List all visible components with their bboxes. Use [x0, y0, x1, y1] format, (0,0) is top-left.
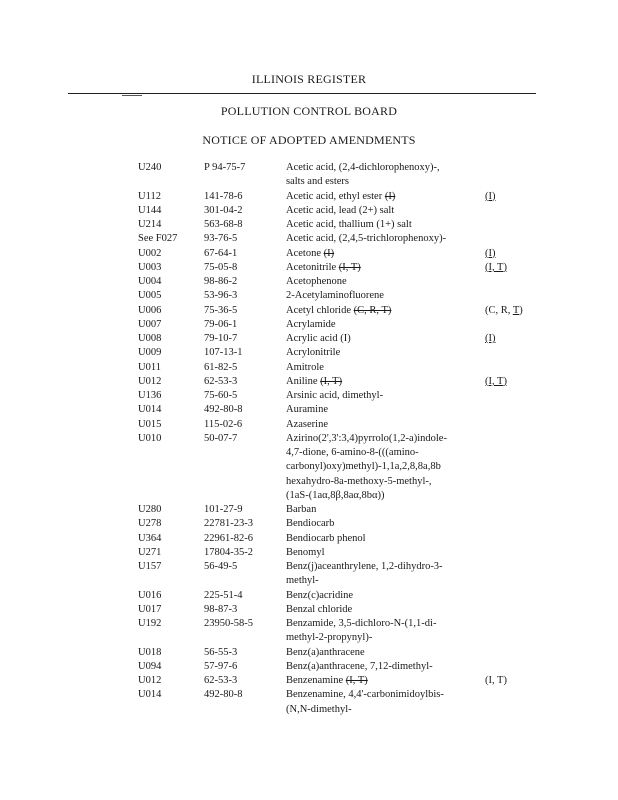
waste-code: U112	[138, 190, 161, 202]
table-row	[0, 660, 618, 674]
table-row-continuation	[0, 703, 618, 717]
substance-name-text: (I)	[384, 190, 396, 202]
cas-number: 107-13-1	[204, 347, 243, 359]
substance-name	[286, 460, 441, 474]
cas-number: 57-97-6	[204, 660, 238, 672]
substance-name-text: Auramine	[286, 404, 328, 416]
waste-code: U008	[138, 333, 162, 344]
substance-name-text: Acetonitrile	[286, 261, 339, 273]
table-row	[0, 517, 618, 531]
table-row-continuation	[0, 460, 618, 474]
waste-code: See F027	[138, 233, 178, 245]
cas-number: 79-10-7	[204, 333, 238, 344]
cas-number: 225-51-4	[204, 589, 243, 601]
substance-name-text: Azaserine	[286, 418, 328, 430]
substance-name-text: Aniline	[286, 375, 321, 387]
cas-number: 22961-82-6	[204, 532, 253, 544]
hazard-code	[485, 332, 496, 346]
substance-name-text: Benzamide, 3,5-dichloro-N-(1,1-di-	[286, 618, 437, 629]
register-title: ILLINOIS REGISTER	[251, 72, 367, 86]
table-row	[0, 275, 618, 289]
waste-code: U011	[138, 361, 161, 373]
table-row	[0, 418, 618, 432]
substance-name-text: (I, T)	[338, 261, 361, 273]
table-row	[0, 161, 618, 175]
cas-number: 75-36-5	[204, 304, 238, 316]
cas-number: 23950-58-5	[204, 618, 253, 629]
table-row	[0, 646, 618, 660]
hazard-code	[485, 261, 507, 275]
substance-name-text: Acetyl chloride	[286, 304, 354, 316]
table-row	[0, 403, 618, 417]
table-row	[0, 674, 618, 688]
waste-code: U006	[138, 304, 162, 316]
header-rule	[68, 93, 536, 94]
table-row	[0, 304, 618, 318]
table-row-continuation	[0, 446, 618, 460]
substance-name-text: Benomyl	[286, 546, 325, 558]
substance-name-text: Amitrole	[286, 361, 324, 373]
hazard-code-text: (I)	[485, 247, 496, 259]
cas-number: 62-53-3	[204, 675, 238, 686]
substance-name	[286, 560, 443, 574]
substance-name	[286, 403, 328, 417]
table-row	[0, 532, 618, 546]
table-row	[0, 289, 618, 303]
waste-code: U012	[138, 375, 162, 387]
hazard-code-text: (I, T)	[485, 675, 507, 686]
substance-name	[286, 703, 352, 717]
substance-name	[286, 346, 340, 360]
waste-code: U144	[138, 204, 162, 216]
substance-name	[286, 589, 353, 603]
cas-number: 17804-35-2	[204, 546, 253, 558]
substance-name-text: Bendiocarb	[286, 518, 335, 530]
substance-name-text: Acrylic acid (I)	[286, 333, 351, 344]
substance-name	[286, 660, 433, 674]
cas-number: 50-07-7	[204, 432, 238, 444]
table-row	[0, 247, 618, 261]
substance-name	[286, 289, 384, 303]
table-row	[0, 560, 618, 574]
substance-name	[286, 517, 334, 531]
hazard-code	[485, 674, 507, 688]
table-row	[0, 332, 618, 346]
cas-number: 492-80-8	[204, 404, 243, 416]
hazard-code	[485, 304, 523, 318]
waste-code: U012	[138, 675, 162, 686]
substance-name	[286, 418, 328, 432]
waste-code: U004	[138, 276, 162, 287]
substance-name	[286, 432, 447, 446]
substance-name	[286, 603, 352, 617]
substance-name-text: Azirino(2',3':3,4)pyrrolo(1,2-a)indole-	[286, 432, 447, 444]
table-row-continuation	[0, 631, 618, 645]
waste-code: U280	[138, 504, 162, 515]
hazard-code-text: (I, T)	[485, 375, 507, 387]
substance-name-text: methyl-	[286, 575, 319, 587]
table-row	[0, 589, 618, 603]
table-row	[0, 346, 618, 360]
waste-code: U014	[138, 404, 162, 416]
substance-name-text: salts and esters	[286, 176, 349, 188]
cas-number: 492-80-8	[204, 689, 243, 701]
waste-code: U005	[138, 290, 162, 302]
cas-number: 115-02-6	[204, 418, 243, 430]
waste-code: U003	[138, 261, 162, 273]
hazard-code	[485, 247, 496, 261]
waste-code: U214	[138, 219, 162, 230]
substance-name-text: Benzenamine	[286, 675, 346, 686]
substance-name	[286, 489, 385, 503]
substance-name-text: (I)	[323, 247, 335, 259]
hazard-code-text: (C, R,	[485, 304, 513, 316]
substance-name	[286, 688, 444, 702]
substance-name	[286, 204, 394, 218]
table-row	[0, 318, 618, 332]
substance-name	[286, 304, 391, 318]
substance-name	[286, 247, 334, 261]
waste-code: U014	[138, 689, 162, 701]
substance-name	[286, 361, 324, 375]
waste-code: U002	[138, 247, 162, 259]
table-row	[0, 688, 618, 702]
cas-number: 301-04-2	[204, 204, 243, 216]
substance-name-text: Acrylonitrile	[286, 347, 341, 359]
table-row	[0, 204, 618, 218]
substance-name-text: carbonyl)oxy)methyl)-1,1a,2,8,8a,8b	[286, 461, 441, 473]
waste-code: U094	[138, 660, 162, 672]
substance-name	[286, 503, 316, 517]
table-row	[0, 503, 618, 517]
substance-name-text: hexahydro-8a-methoxy-5-methyl-,	[286, 475, 432, 487]
substance-name-text: Acrylamide	[286, 318, 336, 330]
substance-name-text: Barban	[286, 504, 317, 515]
substance-name	[286, 389, 383, 403]
table-row	[0, 603, 618, 617]
hazard-code	[485, 375, 507, 389]
substance-name-text: Benzenamine, 4,4'-carbonimidoylbis-	[286, 689, 444, 701]
substance-name-text: (I, T)	[320, 375, 343, 387]
substance-name-text: Acetic acid, (2,4-dichlorophenoxy)-,	[286, 162, 440, 173]
hazard-code-text: (I)	[485, 190, 496, 202]
substance-name	[286, 175, 349, 189]
table-row	[0, 389, 618, 403]
waste-code: U271	[138, 546, 162, 558]
cas-number: 61-82-5	[204, 361, 238, 373]
substance-name-text: (I, T)	[345, 675, 368, 686]
waste-code-table	[0, 161, 618, 717]
waste-code: U364	[138, 532, 162, 544]
waste-code: U007	[138, 318, 162, 330]
substance-name-text: Benz(j)aceanthrylene, 1,2-dihydro-3-	[286, 561, 443, 572]
cas-number: 53-96-3	[204, 290, 238, 302]
substance-name-text: Benzal chloride	[286, 603, 353, 615]
substance-name	[286, 375, 342, 389]
table-row	[0, 261, 618, 275]
table-row-continuation	[0, 574, 618, 588]
waste-code: U192	[138, 618, 162, 629]
cas-number: 56-55-3	[204, 646, 238, 658]
substance-name-text: 4,7-dione, 6-amino-8-(((amino-	[286, 447, 419, 458]
substance-name-text: (1aS-(1aα,8β,8aα,8bα))	[286, 489, 385, 501]
substance-name-text: (N,N-dimethyl-	[286, 703, 352, 715]
waste-code: U278	[138, 518, 162, 530]
cas-number: 93-76-5	[204, 233, 238, 245]
substance-name	[286, 218, 412, 232]
waste-code: U136	[138, 390, 162, 401]
table-row	[0, 190, 618, 204]
header-rule-mark	[122, 95, 142, 96]
substance-name	[286, 232, 446, 246]
substance-name-text: Benz(a)anthracene	[286, 646, 365, 658]
cas-number: 98-87-3	[204, 603, 238, 615]
substance-name	[286, 631, 372, 645]
substance-name-text: 2-Acetylaminofluorene	[286, 290, 384, 302]
substance-name-text: Benz(c)acridine	[286, 589, 354, 601]
substance-name	[286, 261, 361, 275]
waste-code: U009	[138, 347, 162, 359]
substance-name-text: Acetophenone	[286, 276, 347, 287]
waste-code: U017	[138, 603, 162, 615]
substance-name-text: Acetic acid, lead (2+) salt	[286, 204, 395, 216]
substance-name	[286, 674, 368, 688]
waste-code: U016	[138, 589, 162, 601]
substance-name-text: Benz(a)anthracene, 7,12-dimethyl-	[286, 660, 433, 672]
hazard-code-text: (I, T)	[485, 261, 507, 273]
table-row	[0, 546, 618, 560]
substance-name-text: Arsinic acid, dimethyl-	[286, 390, 384, 401]
substance-name	[286, 546, 325, 560]
hazard-code	[485, 190, 496, 204]
substance-name	[286, 574, 319, 588]
table-row-continuation	[0, 175, 618, 189]
table-row	[0, 361, 618, 375]
waste-code: U157	[138, 561, 162, 572]
table-row	[0, 232, 618, 246]
waste-code: U015	[138, 418, 162, 430]
substance-name	[286, 190, 395, 204]
substance-name-text: Acetic acid, thallium (1+) salt	[286, 219, 412, 230]
substance-name-text: Acetic acid, (2,4,5-trichlorophenoxy)-	[286, 233, 447, 245]
substance-name-text: Acetic acid, ethyl ester	[286, 190, 385, 202]
board-title: POLLUTION CONTROL BOARD	[220, 104, 398, 118]
substance-name-text: Acetone	[286, 247, 324, 259]
hazard-code-text: T	[512, 304, 520, 316]
substance-name-text: Bendiocarb phenol	[286, 532, 366, 544]
cas-number: 563-68-8	[204, 219, 243, 230]
cas-number: P 94-75-7	[204, 162, 246, 173]
table-row	[0, 617, 618, 631]
substance-name-text: methyl-2-propynyl)-	[286, 632, 373, 644]
substance-name	[286, 275, 347, 289]
substance-name	[286, 646, 365, 660]
cas-number: 75-05-8	[204, 261, 238, 273]
cas-number: 101-27-9	[204, 504, 243, 515]
table-row	[0, 375, 618, 389]
table-row	[0, 218, 618, 232]
cas-number: 98-86-2	[204, 276, 238, 287]
substance-name	[286, 318, 336, 332]
waste-code: U018	[138, 646, 162, 658]
substance-name	[286, 332, 351, 346]
waste-code: U010	[138, 432, 162, 444]
hazard-code-text: (I)	[485, 333, 496, 344]
table-row	[0, 432, 618, 446]
substance-name	[286, 475, 432, 489]
hazard-code-text: )	[519, 304, 523, 316]
table-row-continuation	[0, 489, 618, 503]
table-row-continuation	[0, 475, 618, 489]
cas-number: 67-64-1	[204, 247, 238, 259]
substance-name	[286, 161, 440, 175]
cas-number: 79-06-1	[204, 318, 238, 330]
waste-code: U240	[138, 162, 162, 173]
cas-number: 62-53-3	[204, 375, 238, 387]
substance-name-text: (C, R, T)	[353, 304, 392, 316]
cas-number: 141-78-6	[204, 190, 243, 202]
notice-title: NOTICE OF ADOPTED AMENDMENTS	[202, 133, 416, 147]
substance-name	[286, 532, 366, 546]
cas-number: 22781-23-3	[204, 518, 253, 530]
substance-name	[286, 617, 436, 631]
substance-name	[286, 446, 419, 460]
cas-number: 56-49-5	[204, 561, 238, 572]
cas-number: 75-60-5	[204, 390, 238, 401]
